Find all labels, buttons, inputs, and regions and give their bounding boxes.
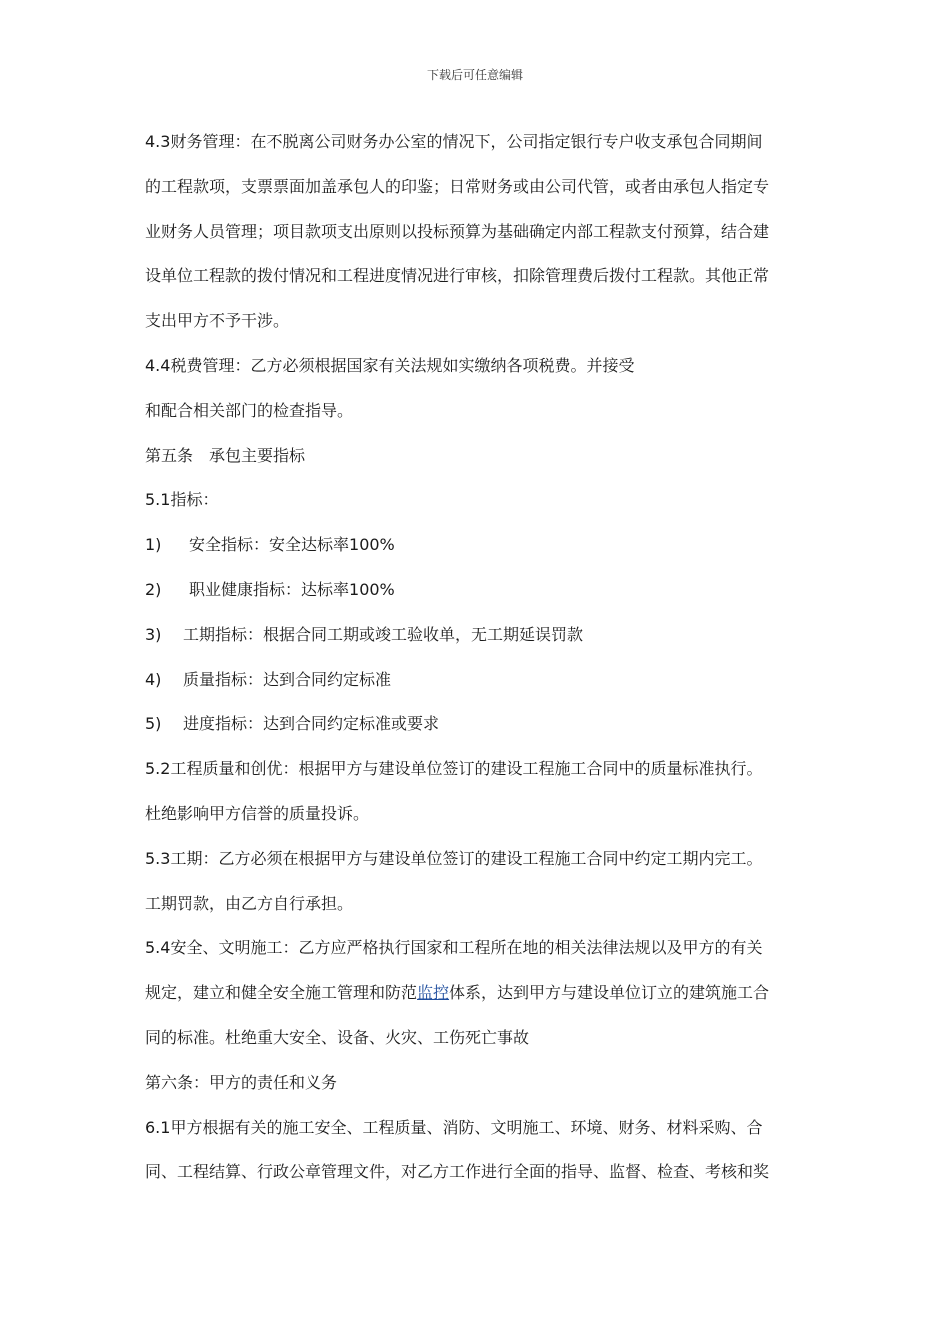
clause-4-4-line-2: 和配合相关部门的检查指导。 (145, 400, 354, 420)
list-marker: 2) (145, 579, 162, 599)
clause-text: 工期：乙方必须在根据甲方与建设单位签订的建设工程施工合同中约定工期内完工。 (170, 848, 763, 868)
clause-4-4-line-1 (145, 344, 805, 389)
clause-5-3-line-1 (145, 837, 805, 882)
list-marker: 5) (145, 714, 162, 734)
clause-4-3-line-4: 设单位工程款的拨付情况和工程进度情况进行审核，扣除管理费后拨付工程款。其他正常 (145, 266, 770, 286)
clause-4-3-line-5: 支出甲方不予干涉。 (145, 311, 290, 331)
clause-5-4-line-1 (145, 926, 805, 971)
clause-number: 6.1 (145, 1117, 171, 1137)
list-value: 100% (349, 535, 395, 555)
list-marker: 1) (145, 535, 162, 555)
clause-number: 4.4 (145, 355, 171, 375)
list-marker: 3) (145, 624, 162, 644)
list-value: 100% (349, 579, 395, 599)
clause-4-3-line-1 (145, 120, 805, 165)
clause-text: 工程质量和创优：根据甲方与建设单位签订的建设工程施工合同中的质量标准执行。 (170, 759, 763, 779)
clause-number: 5.4 (145, 938, 171, 958)
list-marker: 4) (145, 669, 162, 689)
list-text: 工期指标：根据合同工期或竣工验收单，无工期延误罚款 (183, 624, 584, 644)
clause-text: 指标： (170, 490, 219, 510)
clause-5-4-line-2 (145, 971, 805, 1016)
clause-text: 税费管理：乙方必须根据国家有关法规如实缴纳各项税费。并接受 (170, 355, 635, 375)
clause-4-3-line-3: 业财务人员管理；项目款项支出原则以投标预算为基础确定内部工程款支付预算，结合建 (145, 221, 770, 241)
article-6-heading: 第六条：甲方的责任和义务 (145, 1072, 338, 1092)
article-5-heading: 第五条 承包主要指标 (145, 445, 306, 465)
clause-4-3-line-2: 的工程款项，支票票面加盖承包人的印鉴；日常财务或由公司代管，或者由承包人指定专 (145, 176, 770, 196)
monitoring-link[interactable]: 监控 (417, 983, 450, 1003)
list-text: 安全指标：安全达标率 (189, 535, 350, 555)
clause-5-2-line-1 (145, 747, 805, 792)
clause-6-1-line-1 (145, 1106, 805, 1151)
clause-5-2-line-2: 杜绝影响甲方信誉的质量投诉。 (145, 803, 370, 823)
clause-text: 体系，达到甲方与建设单位订立的建筑施工合 (449, 983, 770, 1003)
list-text: 质量指标：达到合同约定标准 (183, 669, 392, 689)
clause-text: 安全、文明施工：乙方应严格执行国家和工程所在地的相关法律法规以及甲方的有关 (170, 938, 763, 958)
clause-number: 5.3 (145, 848, 171, 868)
list-item (145, 523, 805, 568)
list-item (145, 613, 805, 658)
clause-6-1-line-2: 同、工程结算、行政公章管理文件，对乙方工作进行全面的指导、监督、检查、考核和奖 (145, 1162, 770, 1182)
clause-5-3-line-2: 工期罚款，由乙方自行承担。 (145, 893, 354, 913)
clause-number: 5.2 (145, 759, 171, 779)
list-item (145, 702, 805, 747)
list-text: 职业健康指标：达标率 (189, 579, 350, 599)
list-text: 进度指标：达到合同约定标准或要求 (183, 714, 440, 734)
document-body (145, 120, 805, 1195)
clause-number: 4.3 (145, 132, 171, 151)
page-header: 下载后可任意编辑 (426, 68, 523, 82)
clause-5-4-line-3: 同的标准。杜绝重大安全、设备、火灾、工伤死亡事故 (145, 1027, 530, 1047)
clause-text: 甲方根据有关的施工安全、工程质量、消防、文明施工、环境、财务、材料采购、合 (170, 1117, 763, 1137)
clause-text: 财务管理：在不脱离公司财务办公室的情况下，公司指定银行专户收支承包合同期间 (170, 132, 763, 151)
clause-text: 规定，建立和健全安全施工管理和防范 (145, 983, 418, 1003)
clause-5-1 (145, 478, 805, 523)
list-item (145, 658, 805, 703)
list-item (145, 568, 805, 613)
clause-number: 5.1 (145, 490, 171, 510)
